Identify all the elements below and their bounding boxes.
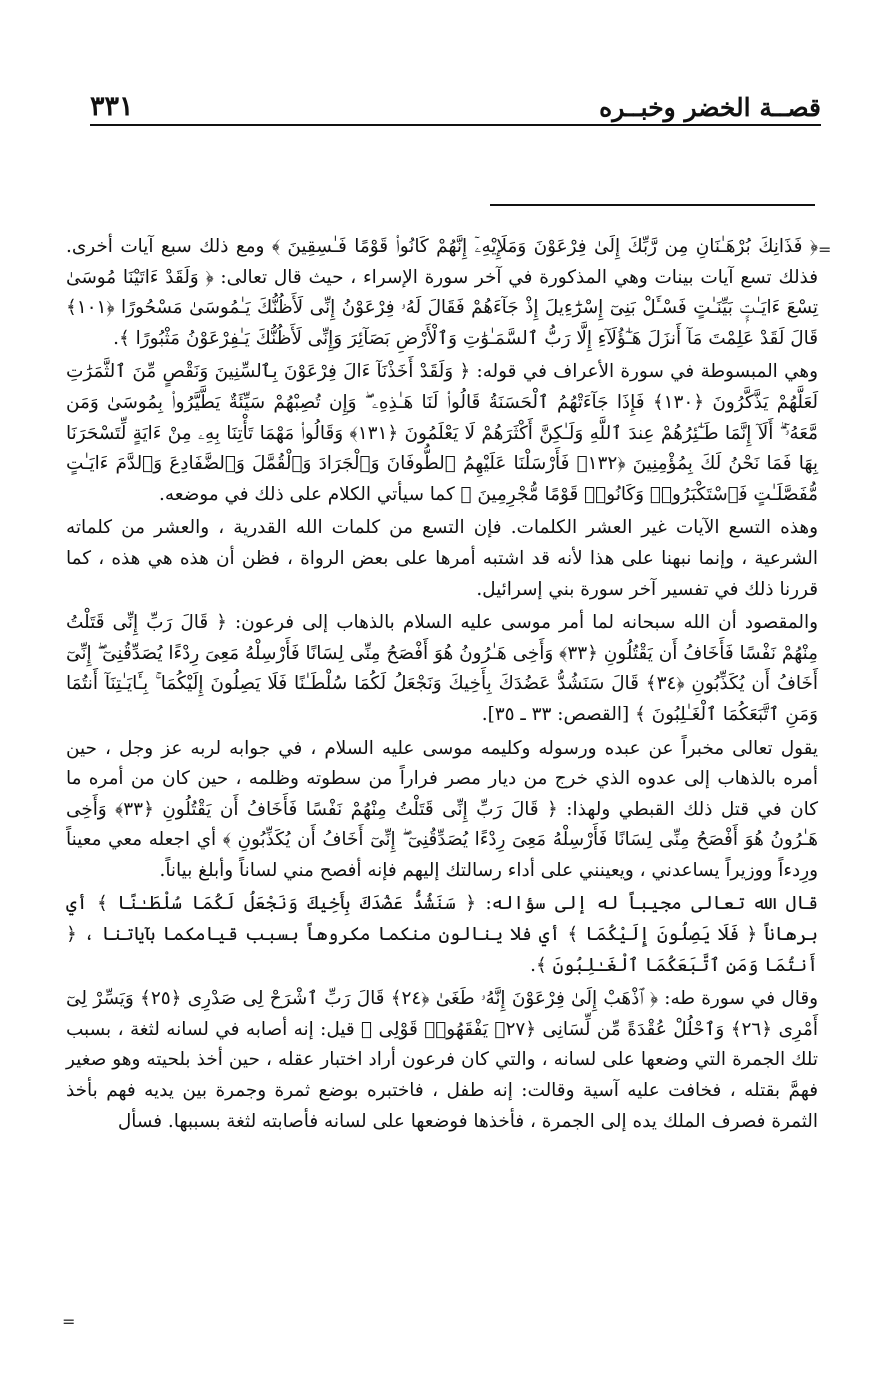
margin-mark-bottom: = — [62, 1312, 76, 1331]
chapter-title: قصــة الخضر وخبــره — [599, 93, 821, 122]
paragraph: والمقصود أن الله سبحانه لما أمر موسى عليه السلام بالذهاب إلى فرعون: ﴿ قَالَ رَبِّ إِنِّى قَتَلْتُ مِنْهُمْ نَفْسًا فَأَخَافُ أَن يَقْتُلُونِ ﴿٣٣﴾ وَأَخِى هَـٰرُونُ هُوَ أَفْصَحُ مِنِّى لِسَانًا فَأَرْسِلْهُ مَعِىَ رِدْءًا يُصَدِّقُنِىٓ ۖ إِنِّىٓ أَخَافُ أَن يُكَذِّبُونِ ﴿٣٤﴾ قَالَ سَنَشُدُّ عَضُدَكَ بِأَخِيكَ وَنَجْعَلُ لَكُمَا سُلْطَـٰنًا فَلَا يَصِلُونَ إِلَيْكُمَا ۚ بِـَٔايَـٰتِنَآ أَنتُمَا وَمَنِ ٱتَّبَعَكُمَا ٱلْغَـٰلِبُونَ ﴾ [القصص: ٣٣ ـ ٣٥]. — [66, 612, 819, 725]
margin-mark-top: = — [818, 240, 832, 259]
paragraph: وهذه التسع الآيات غير العشر الكلمات. فإن التسع من كلمات الله القدرية ، والعشر من كلماته الشرعية ، وإنما نبهنا على هذا لأنه قد اشتبه أمرها على بعض الرواة ، فظن أن هذه هي هذه ، كما قررنا ذلك في تفسير آخر سورة بني إسرائيل. — [66, 517, 818, 600]
paragraph: قال الله تعالى مجيباً له إلى سؤاله: ﴿ سَنَشُدُّ عَضُدَكَ بِأَخِيكَ وَنَجْعَلُ لَكُمَا سُلْطَـٰنًا ﴾ أي برهاناً ﴿ فَلَا يَصِلُونَ إِلَيْكُمَا ﴾ أي فلا ينالون منكما مكروهاً بسبب قيامكما بآياتنا ، ﴿ أَنتُمَا وَمَنِ ٱتَّبَعَكُمَا ٱلْغَـٰلِبُونَ ﴾. — [66, 893, 818, 976]
paragraph: يقول تعالى مخبراً عن عبده ورسوله وكليمه موسى عليه السلام ، في جوابه لربه عز وجل ، حين أمره بالذهاب إلى عدوه الذي خرج من ديار مصر فراراً من سطوته وظلمه ، حين كان من أمره ما كان في قتل ذلك القبطي ولهذا: ﴿ قَالَ رَبِّ إِنِّى قَتَلْتُ مِنْهُمْ نَفْسًا فَأَخَافُ أَن يَقْتُلُونِ ﴿٣٣﴾ وَأَخِى هَـٰرُونُ هُوَ أَفْصَحُ مِنِّى لِسَانًا فَأَرْسِلْهُ مَعِىَ رِدْءًا يُصَدِّقُنِىٓ ۖ إِنِّىٓ أَخَافُ أَن يُكَذِّبُونِ ﴾ أي اجعله معي معيناً ورِدءاً ووزيراً يساعدني ، ويعينني على أداء رسالتك إليهم فإنه أفصح مني لساناً وأبلغ بياناً. — [66, 737, 818, 881]
paragraph: وقال في سورة طه: ﴿ ٱذْهَبْ إِلَىٰ فِرْعَوْنَ إِنَّهُۥ طَغَىٰ ﴿٢٤﴾ قَالَ رَبِّ ٱشْرَحْ لِى صَدْرِى ﴿٢٥﴾ وَيَسِّرْ لِىٓ أَمْرِى ﴿٢٦﴾ وَٱحْلُلْ عُقْدَةً مِّن لِّسَانِى ﴿٢٧﴾ يَفْقَهُوا۟ قَوْلِى ﴾ قيل: إنه أصابه في لسانه لثغة ، بسبب تلك الجمرة التي وضعها على لسانه ، والتي كان فرعون أراد اختبار عقله ، حين أخذ بلحيته وهو صغير فهمَّ بقتله ، فخافت عليه آسية وقالت: إنه طفل ، فاختبره بوضع ثمرة وجمرة بين يديه فهم بأخذ الثمرة فصرف الملك يده إلى الجمرة ، فأخذها فوضعها على لسانه فأصابته لثغة بسببها. فسأل — [66, 988, 818, 1132]
paragraph: وهي المبسوطة في سورة الأعراف في قوله: ﴿ وَلَقَدْ أَخَذْنَآ ءَالَ فِرْعَوْنَ بِٱلسِّنِينَ وَنَقْصٍ مِّنَ ٱلثَّمَرَٰتِ لَعَلَّهُمْ يَذَّكَّرُونَ ﴿١٣٠﴾ فَإِذَا جَآءَتْهُمُ ٱلْحَسَنَةُ قَالُوا۟ لَنَا هَـٰذِهِۦ ۖ وَإِن تُصِبْهُمْ سَيِّئَةٌ يَطَّيَّرُوا۟ بِمُوسَىٰ وَمَن مَّعَهُۥٓ ۗ أَلَآ إِنَّمَا طَـٰٓئِرُهُمْ عِندَ ٱللَّهِ وَلَـٰكِنَّ أَكْثَرَهُمْ لَا يَعْلَمُونَ ﴿١٣١﴾ وَقَالُوا۟ مَهْمَا تَأْتِنَا بِهِۦ مِنْ ءَايَةٍ لِّتَسْحَرَنَا بِهَا فَمَا نَحْنُ لَكَ بِمُؤْمِنِينَ ﴿١٣٢﴾ فَأَرْسَلْنَا عَلَيْهِمُ ٱلطُّوفَانَ وَٱلْجَرَادَ وَٱلْقُمَّلَ وَٱلضَّفَادِعَ وَٱلدَّمَ ءَايَـٰتٍ مُّفَصَّلَـٰتٍ فَٱسْتَكْبَرُوا۟ وَكَانُوا۟ قَوْمًا مُّجْرِمِينَ ﴾ كما سيأتي الكلام على ذلك في موضعه. — [66, 361, 819, 505]
page-number: ٣٣١ — [90, 91, 134, 122]
separator-rule — [490, 204, 815, 206]
paragraph: ﴿ فَذَانِكَ بُرْهَـٰنَانِ مِن رَّبِّكَ إِلَىٰ فِرْعَوْنَ وَمَلَإِيْهِۦٓ إِنَّهُمْ كَانُوا۟ قَوْمًا فَـٰسِقِينَ ﴾ ومع ذلك سبع آيات أخرى. فذلك تسع آيات بينات وهي المذكورة في آخر سورة الإسراء ، حيث قال تعالى: ﴿ وَلَقَدْ ءَاتَيْنَا مُوسَىٰ تِسْعَ ءَايَـٰتٍۭ بَيِّنَـٰتٍ فَسْـَٔلْ بَنِىٓ إِسْرَٰٓءِيلَ إِذْ جَآءَهُمْ فَقَالَ لَهُۥ فِرْعَوْنُ إِنِّى لَأَظُنُّكَ يَـٰمُوسَىٰ مَسْحُورًا ﴿١٠١﴾ قَالَ لَقَدْ عَلِمْتَ مَآ أَنزَلَ هَـٰٓؤُلَآءِ إِلَّا رَبُّ ٱلسَّمَـٰوَٰتِ وَٱلْأَرْضِ بَصَآئِرَ وَإِنِّى لَأَظُنُّكَ يَـٰفِرْعَوْنُ مَثْبُورًا ﴾. — [66, 236, 818, 349]
running-header — [90, 80, 821, 126]
body-text — [66, 232, 818, 1140]
